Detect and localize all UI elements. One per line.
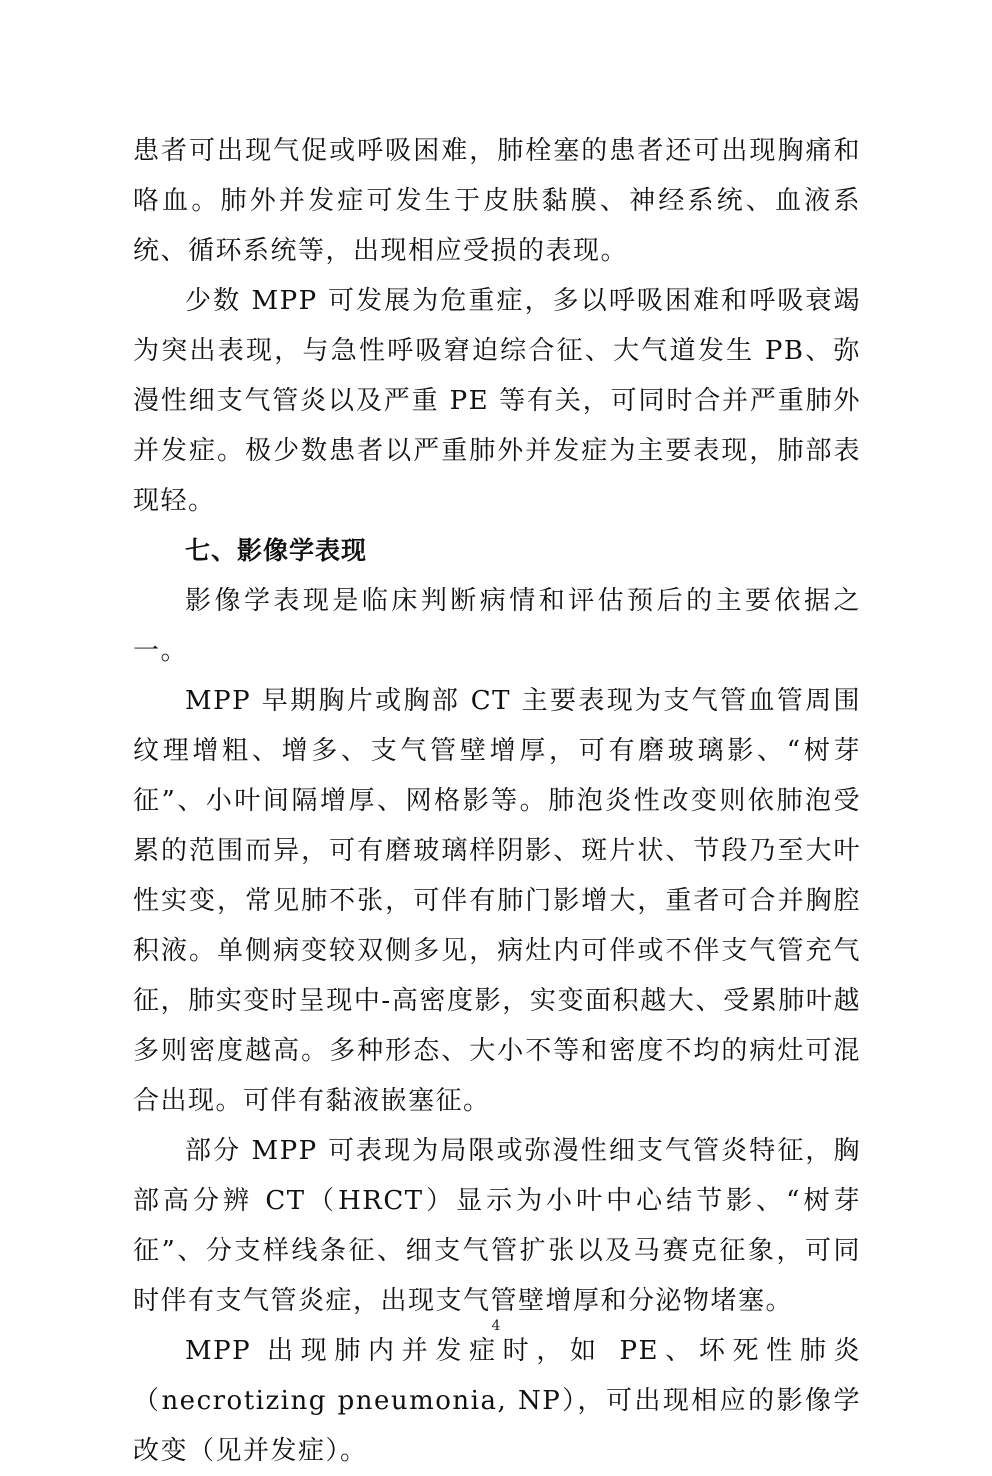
paragraph-imaging-intro: 影像学表现是临床判断病情和评估预后的主要依据之一。 — [133, 586, 861, 666]
section-heading: 七、影像学表现 — [185, 536, 368, 565]
paragraph-imaging-complications: MPP 出现肺内并发症时，如 PE、坏死性肺炎（necrotizing pneumonia, NP），可出现相应的影像学改变（见并发症）。 — [133, 1336, 861, 1466]
page-content — [133, 126, 861, 1476]
paragraph-continued: 患者可出现气促或呼吸困难，肺栓塞的患者还可出现胸痛和咯血。肺外并发症可发生于皮肤黏膜、神经系统、血液系统、循环系统等，出现相应受损的表现。 — [133, 136, 861, 266]
page-number: 4 — [491, 1318, 501, 1334]
paragraph-imaging-early: MPP 早期胸片或胸部 CT 主要表现为支气管血管周围纹理增粗、增多、支气管壁增厚，可有磨玻璃影、“树芽征”、小叶间隔增厚、网格影等。肺泡炎性改变则依肺泡受累的范围而异，可有磨玻璃样阴影、斑片状、节段乃至大叶性实变，常见肺不张，可伴有肺门影增大，重者可合并胸腔积液。单侧病变较双侧多见，病灶内可伴或不伴支气管充气征，肺实变时呈现中-高密度影，实变面积越大、受累肺叶越多则密度越高。多种形态、大小不等和密度不均的病灶可混合出现。可伴有黏液嵌塞征。 — [133, 686, 861, 1116]
paragraph-severe-cases: 少数 MPP 可发展为危重症，多以呼吸困难和呼吸衰竭为突出表现，与急性呼吸窘迫综合征、大气道发生 PB、弥漫性细支气管炎以及严重 PE 等有关，可同时合并严重肺外并发症。极少数患者以严重肺外并发症为主要表现，肺部表现轻。 — [133, 286, 861, 516]
paragraph-imaging-bronchiolitis: 部分 MPP 可表现为局限或弥漫性细支气管炎特征，胸部高分辨 CT（HRCT）显示为小叶中心结节影、“树芽征”、分支样线条征、细支气管扩张以及马赛克征象，可同时伴有支气管炎症，出现支气管壁增厚和分泌物堵塞。 — [133, 1136, 861, 1316]
